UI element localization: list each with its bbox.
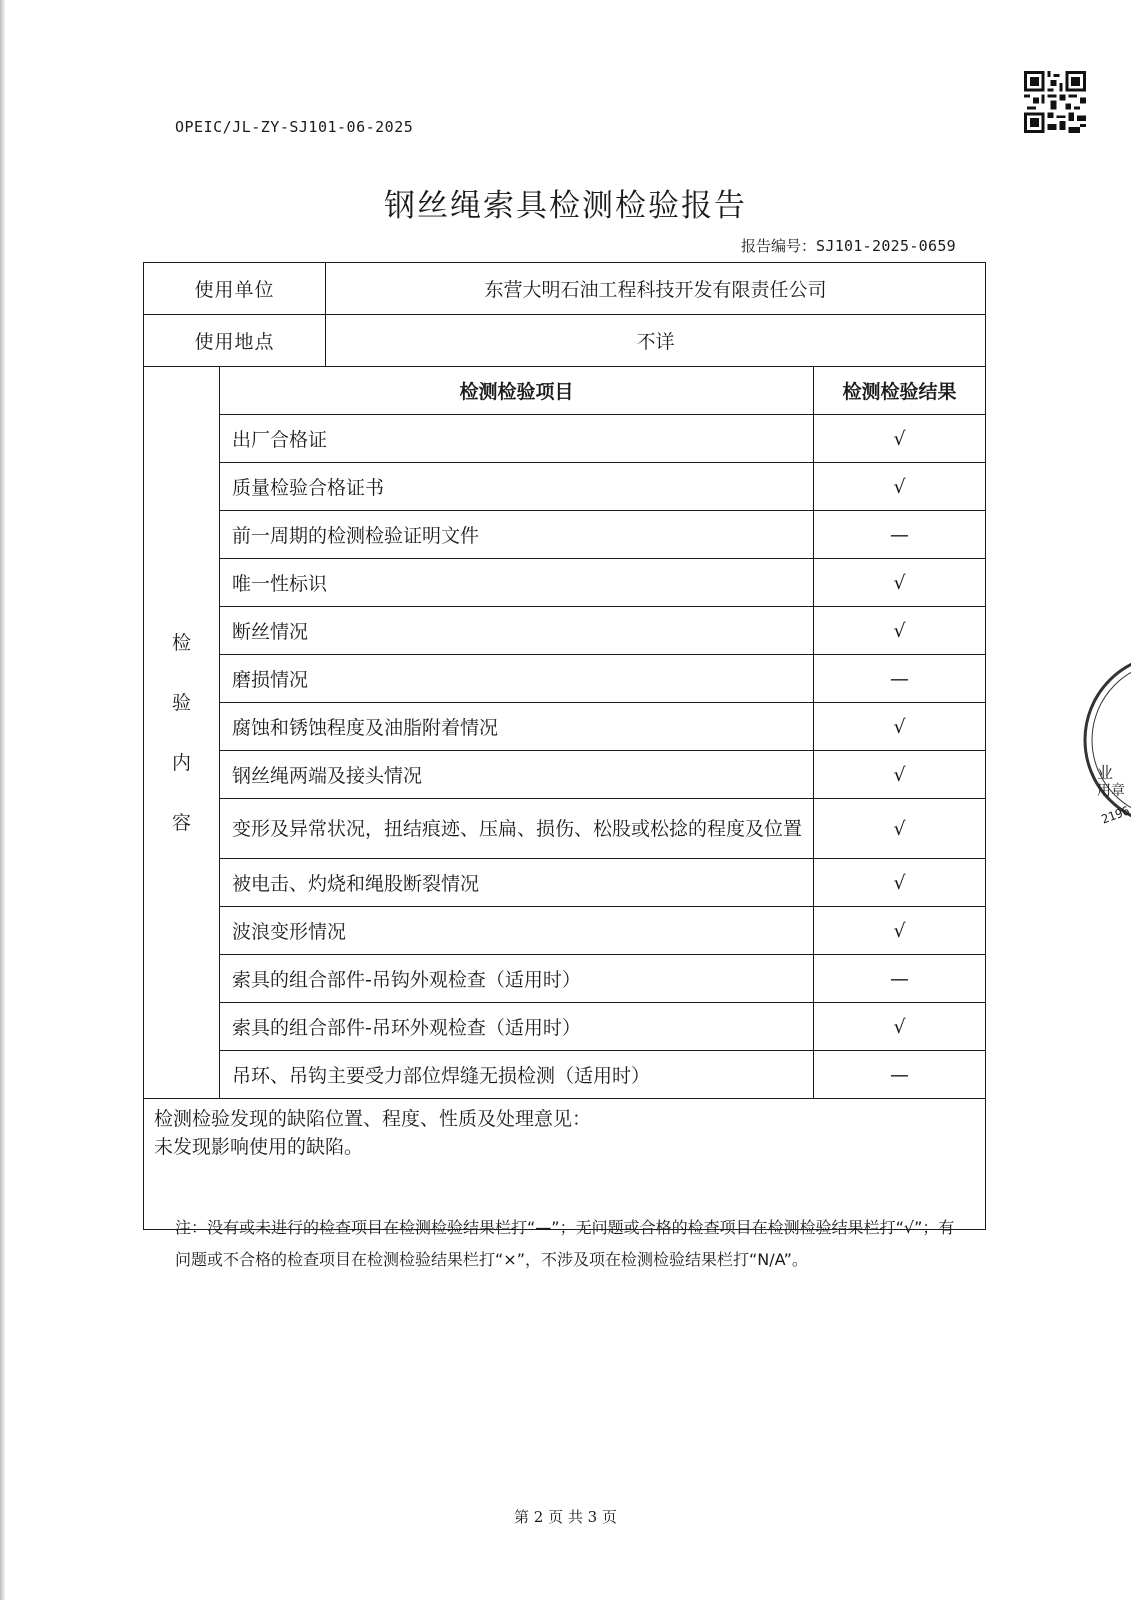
table-row (144, 655, 986, 703)
table-row (144, 907, 986, 955)
inspection-header-row (144, 367, 986, 415)
findings-label: 检测检验发现的缺陷位置、程度、性质及处理意见： (154, 1108, 592, 1130)
inspection-result: √ (814, 703, 986, 751)
column-header-result: 检测检验结果 (814, 367, 986, 415)
inspection-item: 钢丝绳两端及接头情况 (220, 751, 814, 799)
section-label-char: 内 (171, 751, 191, 774)
inspection-item: 出厂合格证 (220, 415, 814, 463)
table-row (144, 463, 986, 511)
report-number-value: SJ101-2025-0659 (816, 237, 956, 255)
table-row (144, 559, 986, 607)
table-row (144, 859, 986, 907)
inspection-item: 索具的组合部件-吊钩外观检查（适用时） (220, 955, 814, 1003)
inspection-result: √ (814, 1003, 986, 1051)
inspection-result: √ (814, 751, 986, 799)
page-number: 第 2 页 共 3 页 (514, 1508, 617, 1526)
info-row-location (144, 315, 986, 367)
inspection-section-label (144, 367, 220, 1099)
table-row (144, 607, 986, 655)
seal-text: 用章 (1097, 783, 1125, 799)
inspection-item: 腐蚀和锈蚀程度及油脂附着情况 (220, 703, 814, 751)
inspection-item: 吊环、吊钩主要受力部位焊缝无损检测（适用时） (220, 1051, 814, 1099)
table-row (144, 703, 986, 751)
inspection-item: 变形及异常状况，扭结痕迹、压扁、损伤、松股或松捻的程度及位置 (220, 799, 814, 859)
info-row-unit (144, 263, 986, 315)
seal-text: 业 (1097, 763, 1114, 782)
inspection-item: 磨损情况 (220, 655, 814, 703)
location-value: 不详 (326, 315, 986, 367)
inspection-table (143, 262, 986, 1230)
table-row (144, 751, 986, 799)
report-number-label: 报告编号： (741, 237, 817, 255)
inspection-result: √ (814, 415, 986, 463)
section-label-char: 检 (171, 631, 191, 654)
inspection-result: √ (814, 559, 986, 607)
inspection-item: 唯一性标识 (220, 559, 814, 607)
document-code: OPEIC/JL-ZY-SJ101-06-2025 (175, 118, 414, 136)
scan-edge (0, 0, 5, 1600)
inspection-result: — (814, 511, 986, 559)
unit-label: 使用单位 (144, 263, 326, 315)
column-header-item: 检测检验项目 (220, 367, 814, 415)
legend-note: 注：没有或未进行的检查项目在检测检验结果栏打“—”；无问题或合格的检查项目在检测检验结果栏打“√”；有问题或不合格的检查项目在检测检验结果栏打“×”，不涉及项在检测检验结果栏打“N/A”。 (175, 1218, 955, 1269)
findings-row (144, 1099, 986, 1230)
unit-value: 东营大明石油工程科技开发有限责任公司 (326, 263, 986, 315)
report-number (741, 235, 956, 256)
inspection-item: 索具的组合部件-吊环外观检查（适用时） (220, 1003, 814, 1051)
seal-number: 2196 (1099, 803, 1131, 827)
inspection-item: 被电击、灼烧和绳股断裂情况 (220, 859, 814, 907)
table-row (144, 1003, 986, 1051)
findings-cell (144, 1099, 986, 1230)
table-row (144, 955, 986, 1003)
report-title: 钢丝绳索具检测检验报告 (384, 188, 747, 224)
inspection-result: √ (814, 799, 986, 859)
qr-code-icon (1024, 71, 1086, 133)
location-label: 使用地点 (144, 315, 326, 367)
inspection-item: 前一周期的检测检验证明文件 (220, 511, 814, 559)
inspection-result: — (814, 655, 986, 703)
findings-value: 未发现影响使用的缺陷。 (154, 1136, 364, 1158)
inspection-result: √ (814, 907, 986, 955)
inspection-item: 质量检验合格证书 (220, 463, 814, 511)
table-row (144, 799, 986, 859)
inspection-result: √ (814, 607, 986, 655)
inspection-result: √ (814, 463, 986, 511)
table-row (144, 511, 986, 559)
inspection-result: — (814, 955, 986, 1003)
inspection-item: 波浪变形情况 (220, 907, 814, 955)
table-row (144, 1051, 986, 1099)
section-label-char: 容 (171, 811, 191, 834)
inspection-item: 断丝情况 (220, 607, 814, 655)
company-seal-fragment (1075, 640, 1131, 850)
inspection-result: √ (814, 859, 986, 907)
table-row (144, 415, 986, 463)
section-label-char: 验 (171, 691, 191, 714)
inspection-result: — (814, 1051, 986, 1099)
